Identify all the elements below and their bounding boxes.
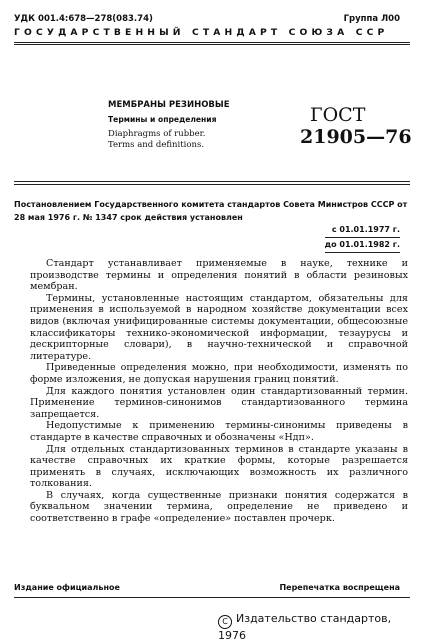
body-paragraph: Недопустимые к применению термины-синонимы приведены в стандарте в качестве справочных и обозначены «Ндп». bbox=[30, 420, 408, 443]
standard-title: МЕМБРАНЫ РЕЗИНОВЫЕ bbox=[108, 100, 230, 110]
standard-title-en-2: Terms and definitions. bbox=[108, 140, 205, 150]
body-paragraph: Приведенные определения можно, при необходимости, изменять по форме изложения, не допуская нарушения границ понятий. bbox=[30, 362, 408, 385]
official-edition-label: Издание официальное bbox=[14, 583, 120, 592]
body-paragraph: Стандарт устанавливает применяемые в науке, технике и производстве термины и определения понятий в области резиновых мембран. bbox=[30, 258, 408, 293]
body-paragraph: Термины, установленные настоящим стандартом, обязательны для применения в используемой в народном хозяйстве документации всех видов (включая унифицированные системы документации, общесоюзные классификаторы технико-экономической информации, тезаурусы и дескрипторные словари), в научно-технической и справочной литературе. bbox=[30, 292, 408, 362]
standard-subtitle: Термины и определения bbox=[108, 115, 217, 124]
header-rule-top bbox=[14, 42, 410, 43]
publisher-line bbox=[218, 612, 422, 642]
group-code: Группа Л00 bbox=[343, 14, 400, 24]
body-paragraph: В случаях, когда существенные признаки понятия содержатся в буквальном значении термина, определение не приведено и соответственно в графе «определение» поставлен прочерк. bbox=[30, 489, 408, 525]
decree-text: Постановлением Государственного комитета стандартов Совета Министров СССР от 28 мая 1976 г. № 1347 срок действия установлен bbox=[14, 200, 408, 222]
gost-designation bbox=[300, 104, 412, 148]
section-rule-top bbox=[14, 181, 410, 182]
body-text bbox=[30, 258, 408, 525]
validity-date-to: до 01.01.1982 г. bbox=[325, 239, 400, 253]
copyright-icon: C bbox=[218, 615, 232, 629]
body-paragraph: Для отдельных стандартизованных терминов в стандарте указаны в качестве справочных их краткие формы, которые разрешается применять в случаях, исключающих возможность их различного толкования. bbox=[30, 443, 408, 490]
standard-title-block bbox=[108, 100, 248, 151]
footer-rule bbox=[14, 597, 410, 598]
section-rule-bottom bbox=[14, 184, 410, 185]
standard-title-en-1: Diaphragms of rubber. bbox=[108, 129, 206, 139]
state-standard-header: ГОСУДАРСТВЕННЫЙ СТАНДАРТ СОЮЗА ССР bbox=[14, 27, 389, 38]
gost-label: ГОСТ bbox=[310, 104, 366, 126]
validity-dates bbox=[325, 224, 400, 254]
publisher-name: Издательство стандартов, 1976 bbox=[218, 612, 392, 642]
validity-date-from: с 01.01.1977 г. bbox=[325, 224, 400, 238]
reprint-prohibited-label: Перепечатка воспрещена bbox=[279, 583, 400, 592]
gost-number: 21905—76 bbox=[300, 126, 412, 148]
header-rule-bottom bbox=[14, 44, 410, 45]
udk-code: УДК 001.4:678—278(083.74) bbox=[14, 14, 153, 24]
body-paragraph: Для каждого понятия установлен один стандартизованный термин. Применение терминов-синонимов стандартизованного термина запрещается. bbox=[30, 385, 408, 420]
